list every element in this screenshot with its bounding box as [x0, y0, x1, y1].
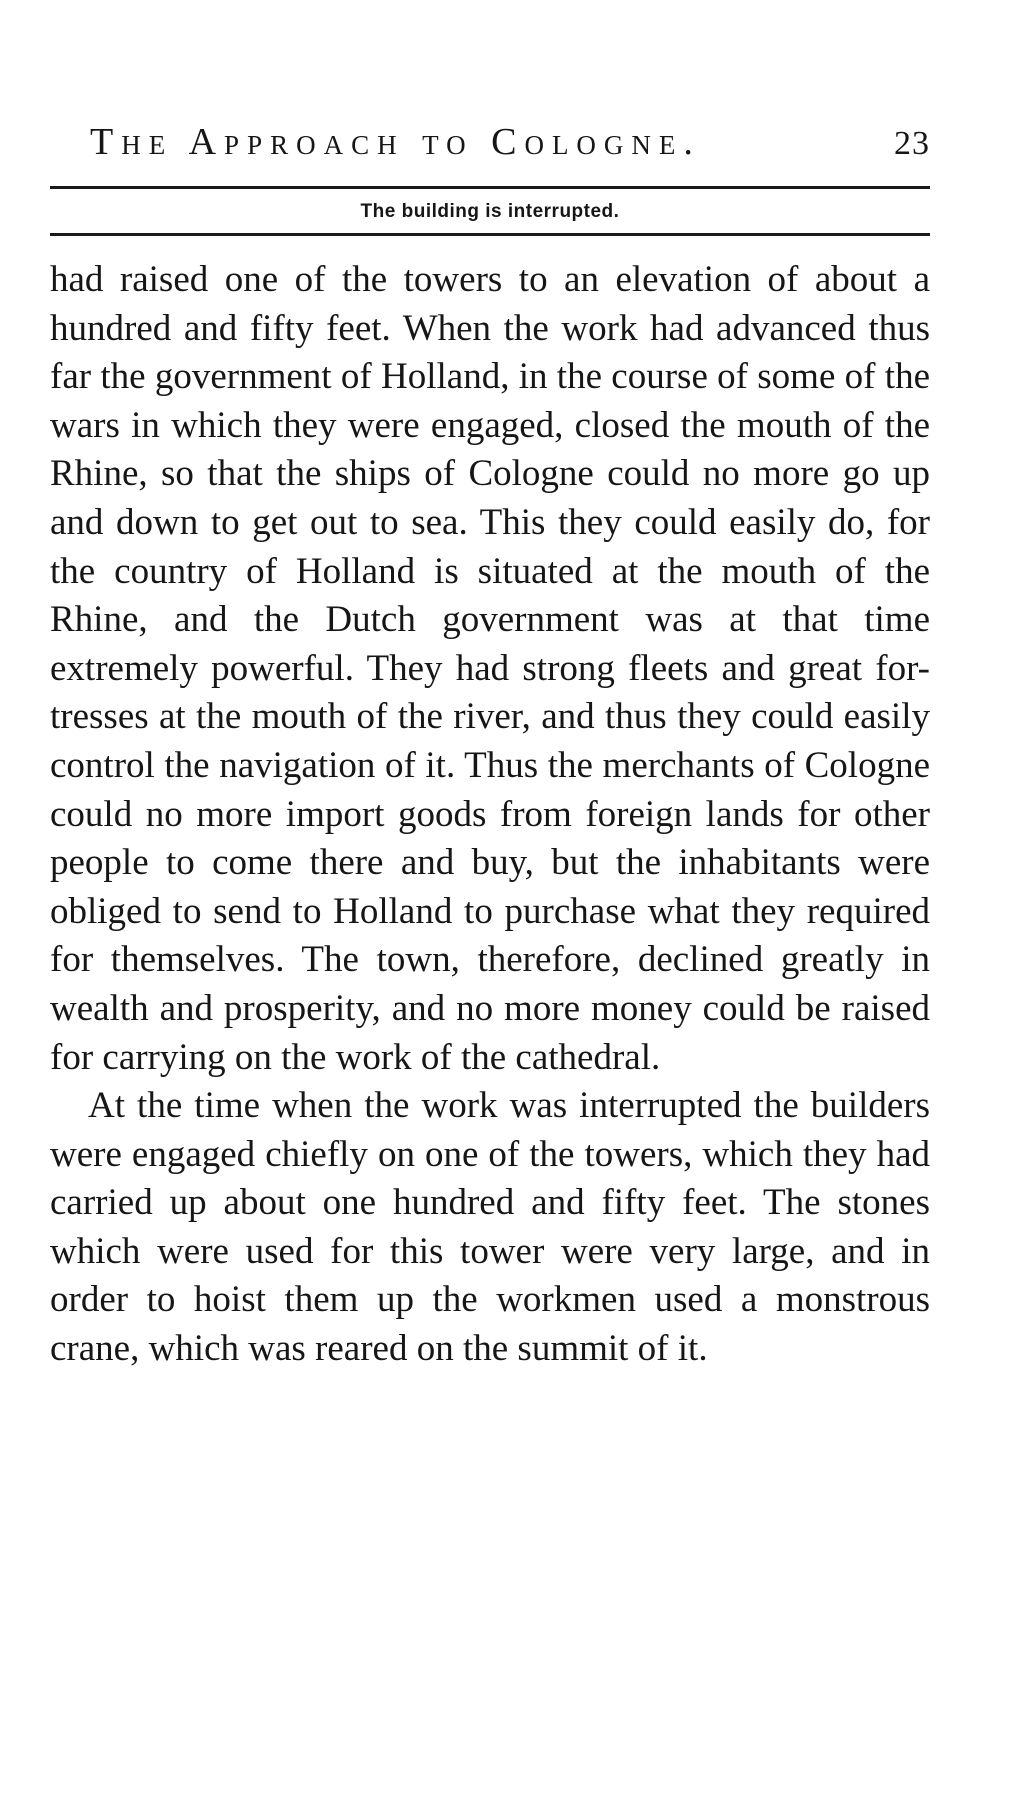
book-page [50, 120, 930, 1374]
running-head [50, 120, 930, 176]
header-rule-bottom [50, 233, 930, 236]
section-subheading: The building is interrupted. [360, 201, 620, 222]
page-number: 23 [894, 125, 930, 162]
paragraph-1: had raised one of the towers to an elevation of about a hundred and fifty feet. When the work had advanced thus far the government of Holland, in the course of some of the wars in which they were engaged, closed the mouth of the Rhine, so that the ships of Cologne could no more go up and down to get out to sea. This they could easily do, for the country of Holland is situated at the mouth of the Rhine, and the Dutch government was at that time extremely powerful. They had strong fleets and great for-tresses at the mouth of the river, and thus they could easily control the navigation of it. Thus the merchants of Cologne could no more import goods from foreign lands for other people to come there and buy, but the inhabitants were obliged to send to Holland to purchase what they required for themselves. The town, therefore, declined greatly in wealth and prosperity, and no more money could be raised for carrying on the work of the cathedral. [50, 259, 930, 1078]
body-text [50, 256, 930, 1374]
paragraph-2: At the time when the work was interrupted the builders were engaged chiefly on one of the towers, which they had carried up about one hundred and fifty feet. The stones which were used for this tower were very large, and in order to hoist them up the workmen used a monstrous crane, which was reared on the summit of it. [50, 1085, 930, 1370]
running-title: The Approach to Cologne. [90, 121, 701, 163]
header-rule-top [50, 186, 930, 189]
